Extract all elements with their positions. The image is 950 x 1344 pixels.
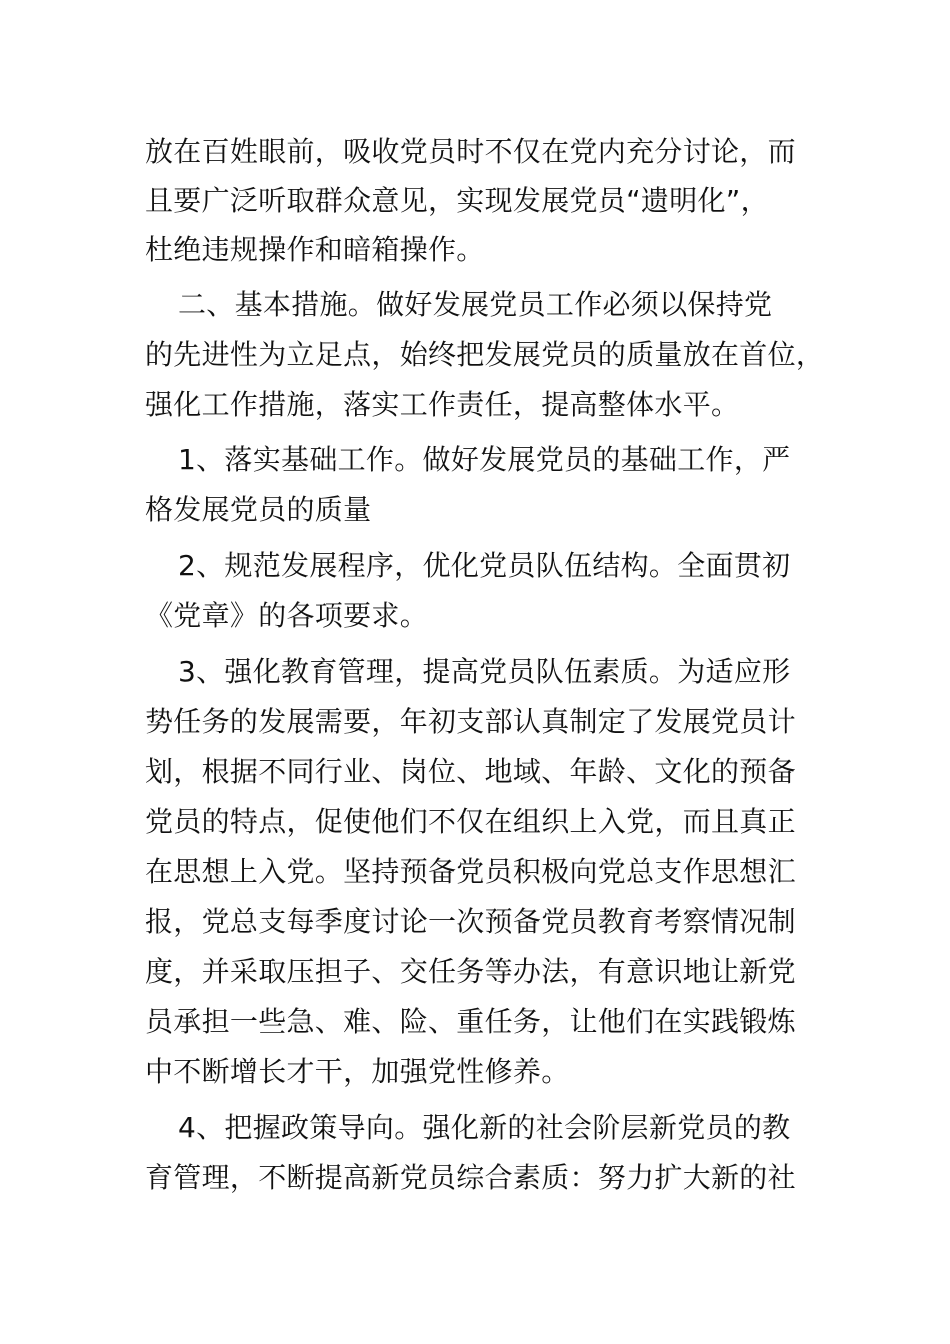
text-line: 中不断增长才干，加强党性修养。 — [145, 1055, 570, 1088]
text-line: 二、基本措施。做好发展党员工作必须以保持党 — [178, 288, 773, 321]
text-line: 格发展党员的质量 — [145, 493, 372, 526]
text-line: 度，并采取压担子、交任务等办法，有意识地让新党 — [145, 955, 796, 988]
text-line: 3、强化教育管理，提高党员队伍素质。为适应形 — [178, 655, 791, 688]
text-line: 在思想上入党。坚持预备党员积极向党总支作思想汇 — [145, 855, 796, 888]
text-line: 《党章》的各项要求。 — [145, 599, 429, 632]
text-line: 育管理，不断提高新党员综合素质：努力扩大新的社 — [145, 1161, 796, 1194]
text-line: 党员的特点，促使他们不仅在组织上入党，而且真正 — [145, 805, 796, 838]
text-line: 员承担一些急、难、险、重任务，让他们在实践锻炼 — [145, 1005, 796, 1038]
text-line: 放在百姓眼前，吸收党员时不仅在党内充分讨论，而 — [145, 135, 796, 168]
text-line: 杜绝违规操作和暗箱操作。 — [145, 233, 485, 266]
text-line: 且要广泛听取群众意见，实现发展党员“遗明化”， — [145, 184, 769, 217]
text-line: 报，党总支每季度讨论一次预备党员教育考察情况制 — [145, 905, 796, 938]
text-line: 1、落实基础工作。做好发展党员的基础工作，严 — [178, 443, 791, 476]
text-line: 划，根据不同行业、岗位、地域、年龄、文化的预备 — [145, 755, 796, 788]
text-line: 强化工作措施，落实工作责任，提高整体水平。 — [145, 388, 740, 421]
text-line: 4、把握政策导向。强化新的社会阶层新党员的教 — [178, 1111, 791, 1144]
text-line: 势任务的发展需要，年初支部认真制定了发展党员计 — [145, 705, 796, 738]
text-line: 的先进性为立足点，始终把发展党员的质量放在首位， — [145, 338, 825, 371]
text-line: 2、规范发展程序，优化党员队伍结构。全面贯初 — [178, 549, 791, 582]
